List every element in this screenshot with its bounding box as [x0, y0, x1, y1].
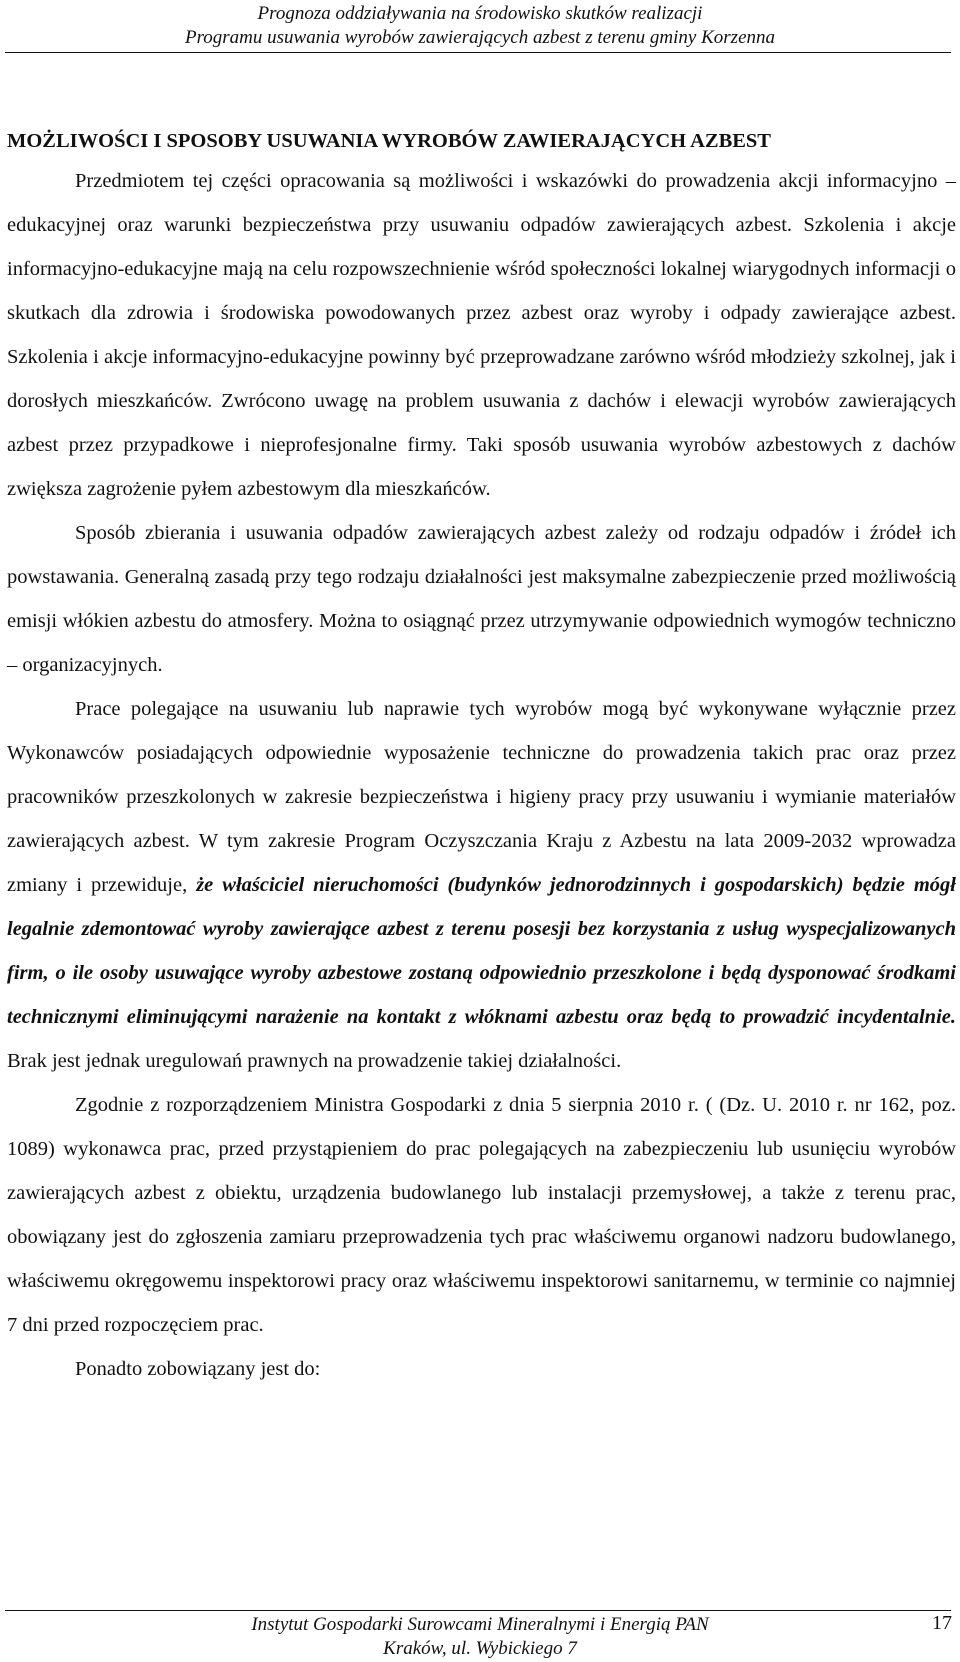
footer-line-2: Kraków, ul. Wybickiego 7 [383, 1638, 577, 1659]
header-line-1: Prognoza oddziaływania na środowisko skutków realizacji [257, 3, 703, 24]
page-header [0, 2, 960, 50]
header-line-2: Programu usuwania wyrobów zawierających azbest z terenu gminy Korzenna [184, 27, 776, 48]
section-heading: MOŻLIWOŚCI I SPOSOBY USUWANIA WYROBÓW ZAWIERAJĄCYCH AZBEST [7, 130, 771, 152]
paragraph-removal-works [7, 687, 956, 1083]
paragraph-removal-works-emphasis: że właściciel nieruchomości (budynków jednorodzinnych i gospodarskich) będzie mógł legalnie zdemontować wyroby zawierające azbest z terenu posesji bez korzystania z usług wyspecjalizowanych firm, o ile osoby usuwające wyroby azbestowe zostaną odpowiednio przeszkolone i będą dysponować środkami technicznymi eliminującymi narażenie na kontakt z włóknami azbestu oraz będą to prowadzić incydentalnie. [7, 874, 957, 1028]
footer-divider [5, 1610, 951, 1611]
page-number: 17 [932, 1612, 952, 1634]
page-footer [0, 1613, 960, 1661]
paragraph-removal-works-end: Brak jest jednak uregulowań prawnych na prowadzenie takiej działalności. [7, 1050, 622, 1072]
paragraph-obligations: Ponadto zobowiązany jest do: [75, 1358, 321, 1380]
header-divider [5, 52, 951, 53]
paragraph-intro: Przedmiotem tej części opracowania są możliwości i wskazówki do prowadzenia akcji informacyjno – edukacyjnej oraz warunki bezpieczeństwa przy usuwaniu odpadów zawierających azbest. Szkolenia i akcje informacyjno-edukacyjne mają na celu rozpowszechnienie wśród społeczności lokalnej wiarygodnych informacji o skutkach dla zdrowia i środowiska powodowanych przez azbest oraz wyroby i odpady zawierające azbest. Szkolenia i akcje informacyjno-edukacyjne powinny być przeprowadzane zarówno wśród młodzieży szkolnej, jak i dorosłych mieszkańców. Zwrócono uwagę na problem usuwania z dachów i elewacji wyrobów zawierających azbest przez przypadkowe i nieprofesjonalne firmy. Taki sposób usuwania wyrobów azbestowych z dachów zwiększa zagrożenie pyłem azbestowym dla mieszkańców. [7, 170, 956, 500]
document-body [7, 123, 956, 1391]
paragraph-regulation: Zgodnie z rozporządzeniem Ministra Gospodarki z dnia 5 sierpnia 2010 r. ( (Dz. U. 2010 r. nr 162, poz. 1089) wykonawca prac, przed przystąpieniem do prac polegających na zabezpieczeniu lub usunięciu wyrobów zawierających azbest z obiektu, urządzenia budowlanego lub instalacji przemysłowej, a także z terenu prac, obowiązany jest do zgłoszenia zamiaru przeprowadzenia tych prac właściwemu organowi nadzoru budowlanego, właściwemu okręgowemu inspektorowi pracy oraz właściwemu inspektorowi sanitarnemu, w terminie co najmniej 7 dni przed rozpoczęciem prac. [7, 1094, 956, 1336]
paragraph-collection-method: Sposób zbierania i usuwania odpadów zawierających azbest zależy od rodzaju odpadów i źródeł ich powstawania. Generalną zasadą przy tego rodzaju działalności jest maksymalne zabezpieczenie przed możliwością emisji włókien azbestu do atmosfery. Można to osiągnąć przez utrzymywanie odpowiednich wymogów techniczno – organizacyjnych. [7, 522, 956, 676]
footer-line-1: Instytut Gospodarki Surowcami Mineralnymi i Energią PAN [251, 1614, 709, 1635]
paragraph-removal-works-start: Prace polegające na usuwaniu lub naprawie tych wyrobów mogą być wykonywane wyłącznie przez Wykonawców posiadających odpowiednie wyposażenie techniczne do prowadzenia takich prac oraz przez pracowników przeszkolonych w zakresie bezpieczeństwa i higieny pracy przy usuwaniu i wymianie materiałów zawierających azbest. W tym zakresie Program Oczyszczania Kraju z Azbestu na lata 2009-2032 wprowadza zmiany i przewiduje, [7, 698, 956, 896]
